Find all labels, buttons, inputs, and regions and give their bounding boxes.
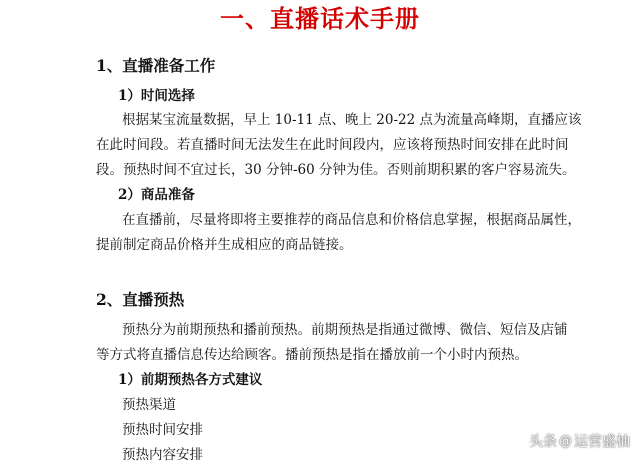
list-item: 预热内容安排 — [122, 447, 203, 463]
subsection-heading-time: 1）时间选择 — [118, 88, 195, 104]
paragraph-line: 等方式将直播信息传达给顾客。播前预热是指在播放前一个小时内预热。 — [96, 347, 528, 363]
subsection-heading-products: 2）商品准备 — [118, 187, 195, 203]
watermark — [529, 431, 630, 451]
subsection-heading-early-warmup: 1）前期预热各方式建议 — [118, 372, 263, 388]
watermark-source: 头条 — [529, 434, 557, 450]
section-heading-prep: 1、直播准备工作 — [96, 56, 216, 75]
section-heading-warmup: 2、直播预热 — [96, 290, 185, 309]
paragraph-line: 根据某宝流量数据，早上 10-11 点、晚上 20-22 点为流量高峰期，直播应该 — [122, 112, 582, 128]
document-title: 一、直播话术手册 — [220, 4, 420, 33]
paragraph-line: 提前制定商品价格并生成相应的商品链接。 — [96, 237, 353, 253]
watermark-account: 运营盛柚 — [574, 434, 630, 450]
paragraph-line: 段。预热时间不宜过长，30 分钟-60 分钟为佳。否则前期积累的客户容易流失。 — [96, 162, 576, 178]
list-item: 预热时间安排 — [122, 422, 203, 438]
paragraph-line: 在直播前，尽量将即将主要推荐的商品信息和价格信息掌握，根据商品属性， — [122, 212, 581, 228]
paragraph-line: 在此时间段。若直播时间无法发生在此时间段内，应该将预热时间安排在此时间 — [96, 137, 569, 153]
paragraph-line: 预热分为前期预热和播前预热。前期预热是指通过微博、微信、短信及店铺 — [122, 322, 568, 338]
list-item: 预热渠道 — [122, 397, 176, 413]
watermark-at: @ — [559, 433, 572, 449]
